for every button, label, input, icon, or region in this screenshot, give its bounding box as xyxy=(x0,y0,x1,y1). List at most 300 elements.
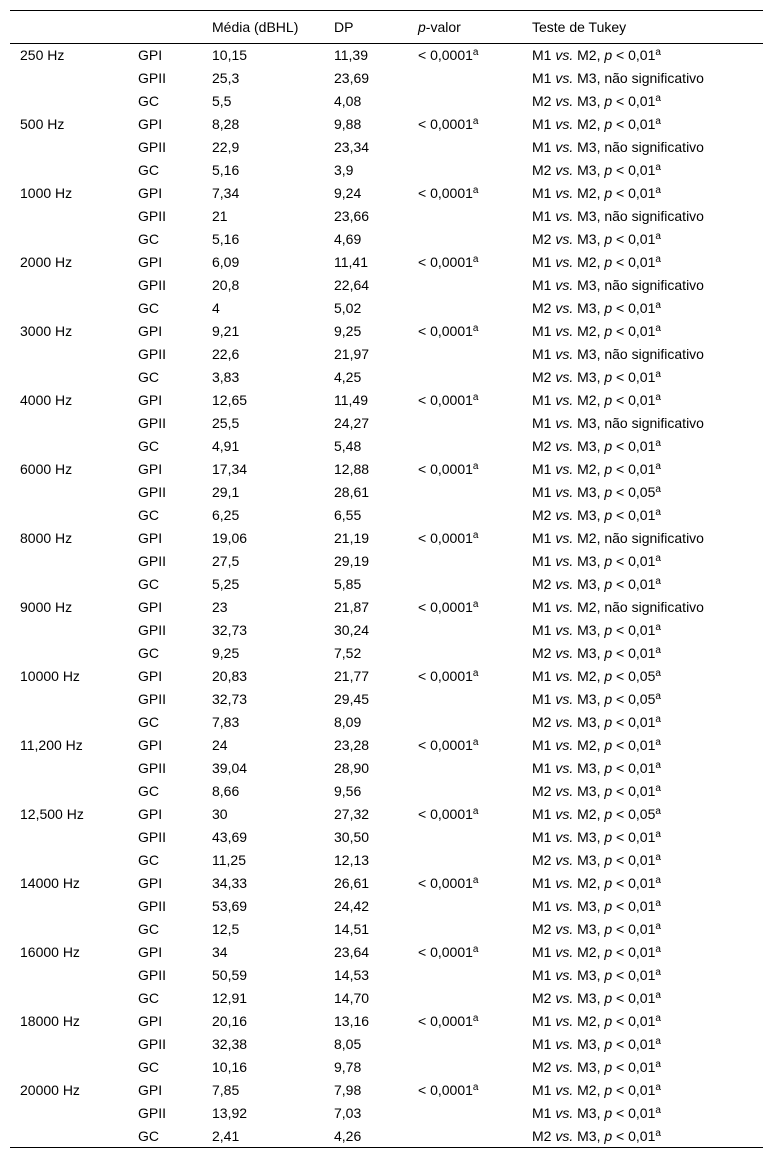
cell-tukey: M2 vs. M3, p < 0,01$^a$ xyxy=(532,231,661,247)
cell-p-value: < 0,0001$^a$ xyxy=(418,599,479,615)
cell-tukey: M2 vs. M3, p < 0,01$^a$ xyxy=(532,1059,661,1075)
cell-p-value xyxy=(418,481,532,504)
cell-p-value xyxy=(418,688,532,711)
cell-mean: 34,33 xyxy=(212,875,248,891)
cell-group: GC xyxy=(138,1059,159,1075)
cell-p-value: < 0,0001$^a$ xyxy=(418,323,479,339)
footnote-mark: a xyxy=(655,438,661,449)
cell-mean: 8,28 xyxy=(212,116,240,132)
cell-group: GC xyxy=(138,231,159,247)
cell-frequency: 250 Hz xyxy=(20,47,65,64)
cell-group: GPI xyxy=(138,116,163,132)
cell-sd: 21,19 xyxy=(334,530,370,546)
footnote-mark: a xyxy=(472,737,479,748)
cell-tukey: M2 vs. M3, p < 0,01$^a$ xyxy=(532,438,661,454)
cell-p-value xyxy=(418,849,532,872)
cell-frequency xyxy=(10,987,138,1010)
cell-group: GPII xyxy=(138,1036,167,1052)
cell-group: GC xyxy=(138,93,159,109)
cell-sd: 14,70 xyxy=(334,990,370,1006)
cell-mean: 17,34 xyxy=(212,461,248,477)
footnote-mark: a xyxy=(472,185,479,196)
cell-tukey: M1 vs. M2, p < 0,01$^a$ xyxy=(532,1082,661,1098)
cell-group: GPI xyxy=(138,1082,163,1098)
cell-tukey: M1 vs. M2, p < 0,01$^a$ xyxy=(532,1013,661,1029)
footnote-mark: a xyxy=(655,392,661,403)
footnote-mark: a xyxy=(655,1127,661,1139)
cell-group: GPII xyxy=(138,277,167,293)
cell-sd: 21,77 xyxy=(334,668,370,684)
table-row xyxy=(10,389,763,412)
cell-sd: 8,05 xyxy=(334,1036,362,1052)
cell-sd: 27,32 xyxy=(334,806,370,822)
footnote-mark: a xyxy=(655,875,661,886)
cell-frequency: 14000 Hz xyxy=(20,875,80,891)
cell-group: GPI xyxy=(138,737,163,753)
header-group xyxy=(138,11,212,44)
cell-sd: 12,88 xyxy=(334,461,370,477)
cell-sd: 11,41 xyxy=(334,254,368,270)
cell-p-value xyxy=(418,987,532,1010)
cell-group: GC xyxy=(138,369,159,385)
cell-group: GC xyxy=(138,438,159,454)
cell-p-value: < 0,0001$^a$ xyxy=(418,461,479,477)
footnote-mark: a xyxy=(655,990,661,1001)
cell-mean: 5,16 xyxy=(212,162,240,178)
table-body xyxy=(10,44,763,1148)
cell-p-value xyxy=(418,343,532,366)
table-row xyxy=(10,665,763,688)
cell-group: GC xyxy=(138,990,159,1006)
cell-tukey: M1 vs. M3, não significativo xyxy=(532,415,704,431)
table-row xyxy=(10,458,763,481)
cell-sd: 23,34 xyxy=(334,139,370,155)
results-table xyxy=(10,10,763,1148)
cell-p-value xyxy=(418,573,532,596)
cell-frequency: 2000 Hz xyxy=(20,254,73,270)
cell-sd: 28,90 xyxy=(334,760,370,776)
cell-frequency xyxy=(10,849,138,872)
cell-sd: 4,69 xyxy=(334,231,362,247)
footnote-mark: a xyxy=(655,300,661,311)
cell-group: GPI xyxy=(138,806,163,822)
cell-mean: 25,5 xyxy=(212,415,240,431)
cell-frequency: 20000 Hz xyxy=(20,1082,80,1098)
footnote-mark: a xyxy=(655,921,661,932)
header-row xyxy=(10,11,763,44)
cell-p-value: < 0,0001$^a$ xyxy=(418,392,479,408)
cell-tukey: M2 vs. M3, p < 0,01$^a$ xyxy=(532,714,661,730)
cell-mean: 12,5 xyxy=(212,921,240,937)
table-row xyxy=(10,159,763,182)
cell-group: GPII xyxy=(138,139,167,155)
cell-frequency xyxy=(10,90,138,113)
cell-sd: 23,66 xyxy=(334,208,370,224)
cell-tukey: M1 vs. M2, p < 0,01$^a$ xyxy=(532,737,661,753)
footnote-mark: a xyxy=(472,392,479,403)
table-row xyxy=(10,1033,763,1056)
cell-frequency xyxy=(10,205,138,228)
cell-frequency: 11,200 Hz xyxy=(20,737,83,753)
cell-sd: 29,19 xyxy=(334,553,370,569)
cell-p-value xyxy=(418,504,532,527)
table-row xyxy=(10,734,763,757)
footnote-mark: a xyxy=(655,484,661,495)
cell-frequency xyxy=(10,688,138,711)
cell-sd: 11,49 xyxy=(334,392,368,408)
cell-frequency xyxy=(10,297,138,320)
footnote-mark: a xyxy=(472,116,479,127)
cell-mean: 7,83 xyxy=(212,714,240,730)
cell-p-value xyxy=(418,297,532,320)
cell-frequency xyxy=(10,1033,138,1056)
cell-frequency: 3000 Hz xyxy=(20,323,73,339)
cell-tukey: M2 vs. M3, p < 0,01$^a$ xyxy=(532,852,661,868)
cell-sd: 24,27 xyxy=(334,415,370,431)
cell-group: GPII xyxy=(138,208,167,224)
footnote-mark: a xyxy=(472,599,479,610)
footnote-mark: a xyxy=(655,1105,661,1116)
cell-p-value xyxy=(418,619,532,642)
table-row xyxy=(10,1125,763,1148)
cell-frequency xyxy=(10,159,138,182)
cell-group: GC xyxy=(138,921,159,937)
cell-frequency: 9000 Hz xyxy=(20,599,73,615)
footnote-mark: a xyxy=(655,323,661,334)
cell-tukey: M1 vs. M2, p < 0,01$^a$ xyxy=(532,116,661,132)
table-row xyxy=(10,1102,763,1125)
footnote-mark: a xyxy=(655,760,661,771)
cell-p-value xyxy=(418,366,532,389)
footnote-mark: a xyxy=(472,1013,479,1024)
cell-mean: 53,69 xyxy=(212,898,248,914)
cell-sd: 29,45 xyxy=(334,691,370,707)
header-sd: DP xyxy=(334,11,418,44)
cell-frequency xyxy=(10,573,138,596)
footnote-mark: a xyxy=(472,47,479,59)
table-row xyxy=(10,320,763,343)
cell-mean: 20,16 xyxy=(212,1013,248,1029)
cell-mean: 19,06 xyxy=(212,530,248,546)
footnote-mark: a xyxy=(655,553,661,564)
cell-group: GC xyxy=(138,162,159,178)
cell-frequency xyxy=(10,826,138,849)
cell-p-value: < 0,0001$^a$ xyxy=(418,47,479,64)
cell-p-value xyxy=(418,711,532,734)
footnote-mark: a xyxy=(472,461,479,472)
cell-group: GPI xyxy=(138,323,163,339)
cell-tukey: M1 vs. M2, p < 0,05$^a$ xyxy=(532,668,661,684)
cell-p-value: < 0,0001$^a$ xyxy=(418,530,479,546)
cell-frequency xyxy=(10,619,138,642)
footnote-mark: a xyxy=(472,530,479,541)
footnote-mark: a xyxy=(655,1013,661,1024)
cell-frequency: 8000 Hz xyxy=(20,530,73,546)
footnote-mark: a xyxy=(655,714,661,725)
table-row xyxy=(10,481,763,504)
footnote-mark: a xyxy=(655,369,661,380)
cell-mean: 12,65 xyxy=(212,392,248,408)
cell-frequency xyxy=(10,228,138,251)
table-row xyxy=(10,987,763,1010)
footnote-mark: a xyxy=(655,1059,661,1070)
cell-group: GPI xyxy=(138,530,163,546)
cell-p-value xyxy=(418,205,532,228)
cell-sd: 23,69 xyxy=(334,70,370,86)
footnote-mark: a xyxy=(655,691,661,702)
table-row xyxy=(10,1010,763,1033)
cell-frequency: 6000 Hz xyxy=(20,461,73,477)
cell-tukey: M2 vs. M3, p < 0,01$^a$ xyxy=(532,300,661,316)
cell-mean: 32,73 xyxy=(212,691,248,707)
cell-mean: 8,66 xyxy=(212,783,240,799)
cell-group: GPI xyxy=(138,461,163,477)
cell-group: GPI xyxy=(138,875,163,891)
header-tukey: Teste de Tukey xyxy=(532,11,763,44)
cell-sd: 28,61 xyxy=(334,484,370,500)
header-frequency xyxy=(10,11,138,44)
cell-mean: 5,16 xyxy=(212,231,240,247)
table-row xyxy=(10,412,763,435)
footnote-mark: a xyxy=(655,254,661,265)
table-row xyxy=(10,1079,763,1102)
cell-p-value: < 0,0001$^a$ xyxy=(418,737,479,753)
cell-group: GC xyxy=(138,783,159,799)
cell-tukey: M1 vs. M2, p < 0,01$^a$ xyxy=(532,392,661,408)
cell-sd: 22,64 xyxy=(334,277,370,293)
cell-tukey: M1 vs. M3, p < 0,01$^a$ xyxy=(532,760,661,776)
cell-group: GPII xyxy=(138,346,167,362)
footnote-mark: a xyxy=(472,668,479,679)
cell-sd: 8,09 xyxy=(334,714,362,730)
cell-mean: 6,09 xyxy=(212,254,240,270)
cell-p-value xyxy=(418,228,532,251)
footnote-mark: a xyxy=(472,254,479,265)
cell-sd: 9,24 xyxy=(334,185,362,201)
cell-mean: 6,25 xyxy=(212,507,240,523)
cell-sd: 5,02 xyxy=(334,300,362,316)
table-row xyxy=(10,941,763,964)
footnote-mark: a xyxy=(655,185,661,196)
footnote-mark: a xyxy=(472,944,479,955)
cell-frequency xyxy=(10,780,138,803)
cell-tukey: M1 vs. M3, não significativo xyxy=(532,70,704,86)
cell-frequency: 1000 Hz xyxy=(20,185,73,201)
cell-sd: 12,13 xyxy=(334,852,370,868)
cell-sd: 5,85 xyxy=(334,576,362,592)
cell-mean: 25,3 xyxy=(212,70,240,86)
cell-frequency xyxy=(10,895,138,918)
cell-frequency xyxy=(10,711,138,734)
table-row xyxy=(10,780,763,803)
cell-tukey: M2 vs. M3, p < 0,01$^a$ xyxy=(532,921,661,937)
table-row xyxy=(10,136,763,159)
cell-tukey: M1 vs. M2, p < 0,01$^a$ xyxy=(532,323,661,339)
cell-tukey: M1 vs. M3, p < 0,05$^a$ xyxy=(532,484,661,500)
cell-frequency xyxy=(10,1125,138,1148)
table-row xyxy=(10,849,763,872)
cell-sd: 7,98 xyxy=(334,1082,362,1098)
cell-tukey: M1 vs. M3, p < 0,01$^a$ xyxy=(532,967,661,983)
cell-frequency: 10000 Hz xyxy=(20,668,80,684)
cell-mean: 39,04 xyxy=(212,760,248,776)
cell-tukey: M1 vs. M3, p < 0,01$^a$ xyxy=(532,898,661,914)
cell-p-value xyxy=(418,757,532,780)
table-row xyxy=(10,366,763,389)
cell-frequency: 16000 Hz xyxy=(20,944,80,960)
footnote-mark: a xyxy=(655,829,661,840)
cell-frequency: 4000 Hz xyxy=(20,392,73,408)
cell-p-value xyxy=(418,1033,532,1056)
footnote-mark: a xyxy=(655,944,661,955)
cell-p-value: < 0,0001$^a$ xyxy=(418,1013,479,1029)
cell-p-value: < 0,0001$^a$ xyxy=(418,668,479,684)
cell-group: GPII xyxy=(138,829,167,845)
cell-p-value xyxy=(418,1102,532,1125)
cell-group: GC xyxy=(138,714,159,730)
cell-sd: 30,50 xyxy=(334,829,370,845)
cell-group: GPII xyxy=(138,553,167,569)
cell-mean: 4 xyxy=(212,300,220,316)
cell-frequency: 500 Hz xyxy=(20,116,65,132)
cell-mean: 2,41 xyxy=(212,1125,334,1148)
cell-sd: 14,53 xyxy=(334,967,370,983)
table-row xyxy=(10,711,763,734)
cell-sd: 4,25 xyxy=(334,369,362,385)
header-mean: Média (dBHL) xyxy=(212,11,334,44)
cell-sd: 9,56 xyxy=(334,783,362,799)
cell-p-value xyxy=(418,642,532,665)
cell-mean: 22,9 xyxy=(212,139,240,155)
cell-frequency: 18000 Hz xyxy=(20,1013,80,1029)
footnote-mark: a xyxy=(655,852,661,863)
cell-tukey: M1 vs. M2, p < 0,01$^a$ xyxy=(532,944,661,960)
cell-group: GPI xyxy=(138,47,163,64)
table-row xyxy=(10,343,763,366)
table-row xyxy=(10,1056,763,1079)
cell-sd: 6,55 xyxy=(334,507,362,523)
cell-tukey: M1 vs. M3, não significativo xyxy=(532,208,704,224)
footnote-mark: a xyxy=(655,93,661,104)
table-row xyxy=(10,688,763,711)
cell-group: GPII xyxy=(138,691,167,707)
table-row xyxy=(10,918,763,941)
cell-tukey: M1 vs. M3, p < 0,01$^a$ xyxy=(532,622,661,638)
table-row xyxy=(10,182,763,205)
cell-sd: 21,87 xyxy=(334,599,370,615)
cell-frequency: 12,500 Hz xyxy=(20,806,84,822)
cell-group: GC xyxy=(138,300,159,316)
cell-sd: 26,61 xyxy=(334,875,370,891)
cell-group: GPII xyxy=(138,70,167,86)
cell-mean: 21 xyxy=(212,208,228,224)
cell-p-value: < 0,0001$^a$ xyxy=(418,944,479,960)
cell-group: GPII xyxy=(138,1105,167,1121)
cell-tukey: M1 vs. M2, p < 0,01$^a$ xyxy=(532,254,661,270)
cell-frequency xyxy=(10,964,138,987)
cell-group: GC xyxy=(138,576,159,592)
cell-mean: 22,6 xyxy=(212,346,240,362)
cell-sd: 7,03 xyxy=(334,1105,362,1121)
cell-p-value xyxy=(418,136,532,159)
header-p-value: p-valor xyxy=(418,11,532,44)
footnote-mark: a xyxy=(472,806,479,817)
cell-mean: 27,5 xyxy=(212,553,240,569)
footnote-mark: a xyxy=(472,875,479,886)
table-row xyxy=(10,44,763,67)
footnote-mark: a xyxy=(655,461,661,472)
table-row xyxy=(10,757,763,780)
cell-tukey: M2 vs. M3, p < 0,01$^a$ xyxy=(532,93,661,109)
cell-group: GPII xyxy=(138,967,167,983)
cell-group: GPII xyxy=(138,415,167,431)
cell-mean: 7,34 xyxy=(212,185,240,201)
cell-tukey: M1 vs. M3, p < 0,01$^a$ xyxy=(532,1105,661,1121)
footnote-mark: a xyxy=(655,116,661,127)
table-row xyxy=(10,527,763,550)
cell-tukey: M2 vs. M3, p < 0,01$^a$ xyxy=(532,990,661,1006)
cell-sd: 5,48 xyxy=(334,438,362,454)
table-row xyxy=(10,228,763,251)
cell-sd: 21,97 xyxy=(334,346,370,362)
cell-mean: 23 xyxy=(212,599,228,615)
cell-tukey: M1 vs. M2, p < 0,01$^a$ xyxy=(532,185,661,201)
footnote-mark: a xyxy=(655,737,661,748)
footnote-mark: a xyxy=(655,507,661,518)
cell-tukey: M2 vs. M3, p < 0,01$^a$ xyxy=(532,162,661,178)
cell-p-value: < 0,0001$^a$ xyxy=(418,116,479,132)
footnote-mark: a xyxy=(655,1082,661,1093)
cell-sd: 9,78 xyxy=(334,1059,362,1075)
cell-group: GC xyxy=(138,645,159,661)
cell-mean: 43,69 xyxy=(212,829,248,845)
cell-tukey: M2 vs. M3, p < 0,01$^a$ xyxy=(532,507,661,523)
footnote-mark: a xyxy=(472,323,479,334)
cell-mean: 10,16 xyxy=(212,1059,248,1075)
cell-sd: 11,39 xyxy=(334,47,368,64)
cell-mean: 32,73 xyxy=(212,622,248,638)
cell-frequency xyxy=(10,412,138,435)
cell-frequency xyxy=(10,504,138,527)
table-row xyxy=(10,872,763,895)
cell-tukey: M2 vs. M3, p < 0,01$^a$ xyxy=(532,576,661,592)
table-row xyxy=(10,550,763,573)
table-row xyxy=(10,90,763,113)
cell-sd: 9,25 xyxy=(334,323,362,339)
cell-mean: 20,8 xyxy=(212,277,240,293)
cell-group: GPII xyxy=(138,898,167,914)
footnote-mark: a xyxy=(655,576,661,587)
cell-p-value xyxy=(418,159,532,182)
cell-p-value xyxy=(418,918,532,941)
cell-group: GPI xyxy=(138,599,163,615)
footnote-mark: a xyxy=(655,622,661,633)
table-row xyxy=(10,113,763,136)
cell-p-value xyxy=(418,780,532,803)
cell-p-value xyxy=(418,895,532,918)
cell-tukey: M2 vs. M3, p < 0,01$^a$ xyxy=(532,1125,763,1148)
cell-mean: 5,5 xyxy=(212,93,232,109)
cell-frequency xyxy=(10,1056,138,1079)
cell-mean: 9,25 xyxy=(212,645,240,661)
table-row xyxy=(10,504,763,527)
footnote-mark: a xyxy=(655,1036,661,1047)
cell-sd: 23,64 xyxy=(334,944,370,960)
cell-p-value: < 0,0001$^a$ xyxy=(418,254,479,270)
cell-mean: 30 xyxy=(212,806,228,822)
table-row xyxy=(10,251,763,274)
cell-group: GPII xyxy=(138,484,167,500)
